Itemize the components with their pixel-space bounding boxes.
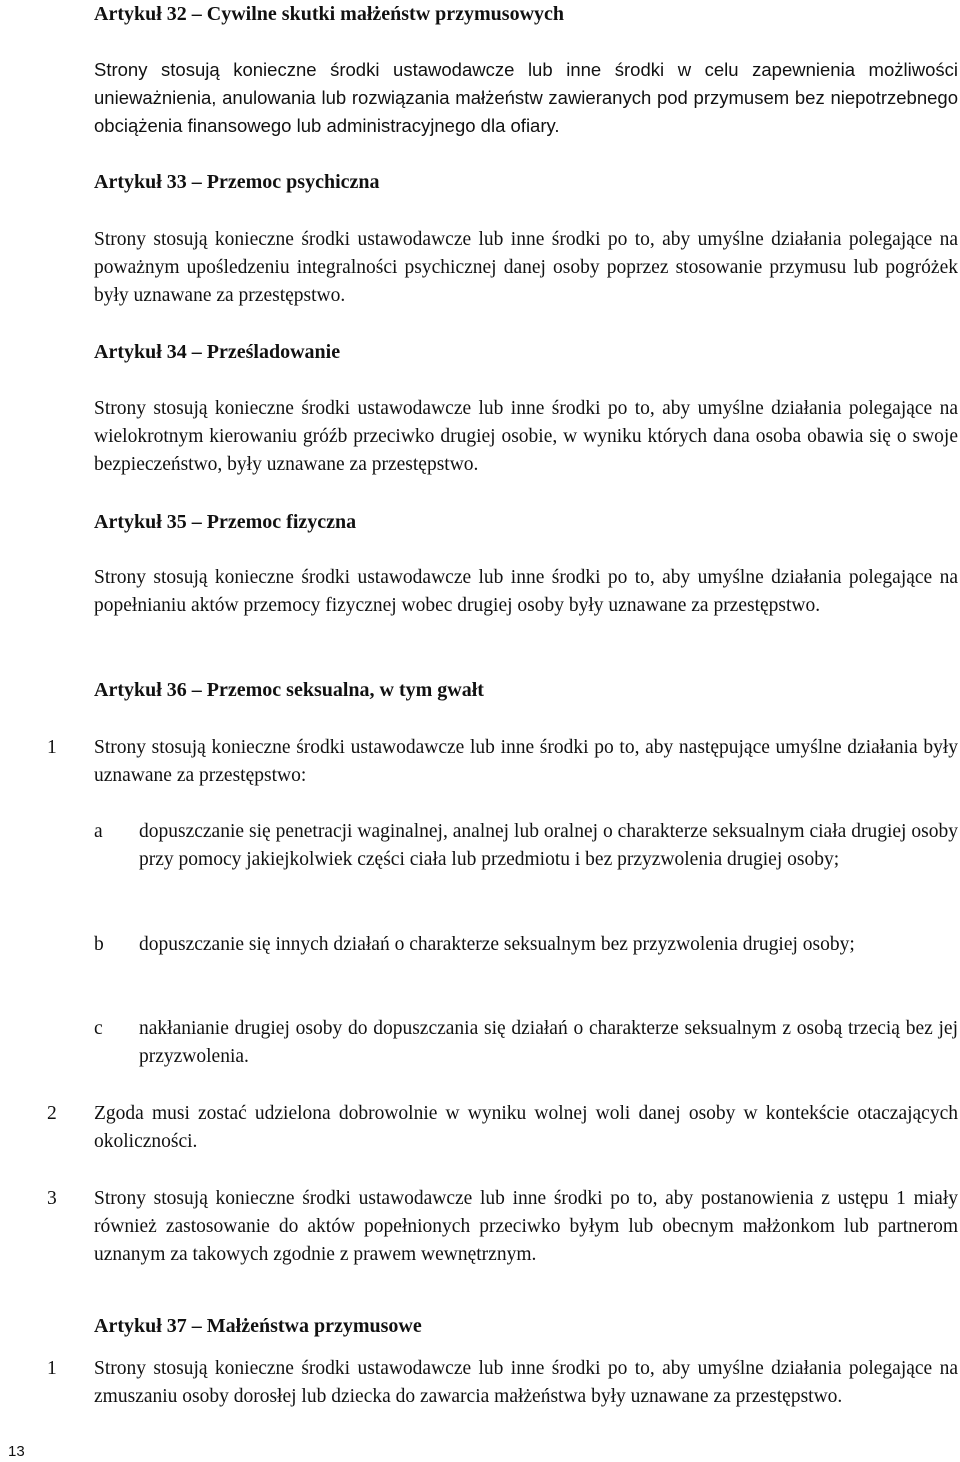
article-36-item-a-text: dopuszczanie się penetracji waginalnej, analnej lub oralnej o charakterze seksualnym ciała drugiej osoby przy pomocy jakiejkolwiek części ciała lub przedmiotu i bez przyzwolenia drugiej osoby; [139, 821, 958, 870]
article-36-item-a-letter: a [94, 821, 103, 842]
article-33-heading: Artykuł 33 – Przemoc psychiczna [94, 171, 380, 193]
article-36-item-c-text: nakłanianie drugiej osoby do dopuszczania się działań o charakterze seksualnym z osobą trzecią bez jej przyzwolenia. [139, 1018, 958, 1067]
article-36-paragraph-3-text: Strony stosują konieczne środki ustawodawcze lub inne środki po to, aby postanowienia z ustępu 1 miały również zastosowanie do aktów popełnionych przeciwko byłym lub obecnym małżonkom lub partnerom uznanym za takowych zgodnie z prawem wewnętrznym. [94, 1188, 958, 1265]
article-36-paragraph-1-number: 1 [47, 737, 57, 758]
article-32-heading: Artykuł 32 – Cywilne skutki małżeństw przymusowych [94, 3, 565, 25]
article-36-heading: Artykuł 36 – Przemoc seksualna, w tym gwałt [94, 679, 484, 701]
article-36-paragraph-2-text: Zgoda musi zostać udzielona dobrowolnie w wyniku wolnej woli danej osoby w kontekście otaczających okoliczności. [94, 1103, 958, 1152]
page-number: 13 [8, 1443, 25, 1460]
article-35-heading: Artykuł 35 – Przemoc fizyczna [94, 511, 357, 533]
article-36-paragraph-3-number: 3 [47, 1188, 57, 1209]
article-32-text: Strony stosują konieczne środki ustawodawcze lub inne środki w celu zapewnienia możliwości unieważnienia, anulowania lub rozwiązania małżeństw zawieranych pod przymusem bez niepotrzebnego obciążenia finansowego lub administracyjnego dla ofiary. [94, 59, 958, 136]
article-35-text: Strony stosują konieczne środki ustawodawcze lub inne środki po to, aby umyślne działania polegające na popełnianiu aktów przemocy fizycznej wobec drugiej osoby były uznawane za przestępstwo. [94, 567, 958, 616]
article-36-paragraph-2-number: 2 [47, 1103, 57, 1124]
article-36-item-c-letter: c [94, 1018, 103, 1039]
article-34-heading: Artykuł 34 – Prześladowanie [94, 341, 341, 363]
article-36-item-b-letter: b [94, 934, 104, 955]
article-34-text: Strony stosują konieczne środki ustawodawcze lub inne środki po to, aby umyślne działania polegające na wielokrotnym kierowaniu gróźb przeciwko drugiej osobie, w wyniku których dana osoba obawia się o swoje bezpieczeństwo, były uznawane za przestępstwo. [94, 398, 958, 475]
article-36-paragraph-1-text: Strony stosują konieczne środki ustawodawcze lub inne środki po to, aby następujące umyślne działania były uznawane za przestępstwo: [94, 737, 958, 786]
article-33-text: Strony stosują konieczne środki ustawodawcze lub inne środki po to, aby umyślne działania polegające na poważnym upośledzeniu integralności psychicznej danej osoby poprzez stosowanie przymusu lub pogróżek były uznawane za przestępstwo. [94, 229, 958, 306]
article-36-item-b-text: dopuszczanie się innych działań o charakterze seksualnym bez przyzwolenia drugiej osoby; [139, 934, 855, 955]
article-37-paragraph-1-number: 1 [47, 1358, 57, 1379]
article-37-heading: Artykuł 37 – Małżeństwa przymusowe [94, 1315, 422, 1337]
article-37-paragraph-1-text: Strony stosują konieczne środki ustawodawcze lub inne środki po to, aby umyślne działania polegające na zmuszaniu osoby dorosłej lub dziecka do zawarcia małżeństwa były uznawane za przestępstwo. [94, 1358, 958, 1407]
